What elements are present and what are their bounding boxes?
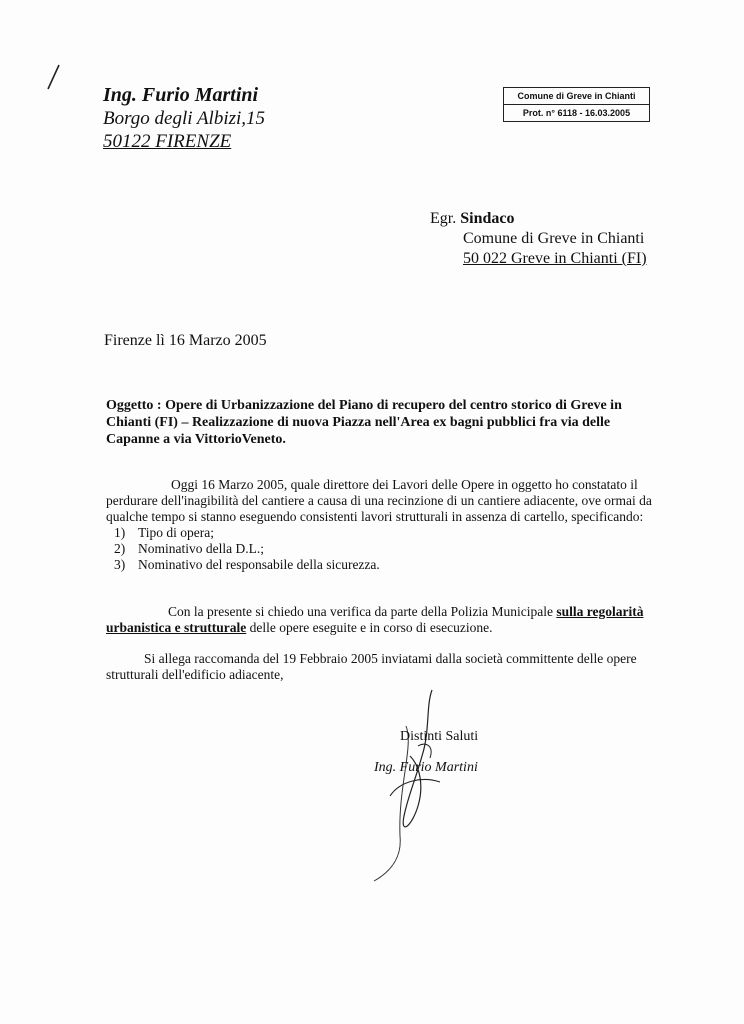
date-line: Firenze lì 16 Marzo 2005 (104, 332, 267, 349)
stamp-protocol: Prot. n° 6118 - 16.03.2005 (504, 104, 649, 121)
greeting-title: Sindaco (460, 210, 515, 227)
stamp-office: Comune di Greve in Chianti (517, 91, 636, 101)
sender-block (103, 84, 265, 153)
paragraph-3-text: Si allega raccomanda del 19 Febbraio 2005 inviatami dalla società committente delle opere strutturali dell'edificio adiacente, (106, 651, 637, 682)
protocol-stamp (503, 87, 650, 122)
greeting-prefix: Egr. (430, 210, 457, 227)
signature-name: Ing. Furio Martini (374, 760, 478, 775)
closing-salutation: Distinti Saluti (400, 729, 479, 744)
list-item: 2) Nominativo della D.L.; (114, 541, 264, 556)
paragraph-2-end: delle opere eseguite e in corso di esecuzione. (249, 620, 493, 635)
subject-line: Oggetto : Opere di Urbanizzazione del Piano di recupero del centro storico di Greve in Chianti (FI) – Realizzazione di nuova Piazza nell'Area ex bagni pubblici fra via delle Capanne a via VittorioVeneto. (106, 398, 622, 447)
list-item: 3) Nominativo del responsabile della sicurezza. (114, 557, 380, 572)
recipient-org: Comune di Greve in Chianti (463, 230, 645, 247)
recipient-block (430, 209, 647, 269)
sender-street: Borgo degli Albizi,15 (103, 108, 266, 129)
paragraph-1: Oggi 16 Marzo 2005, quale direttore dei Lavori delle Opere in oggetto ho constatato il perdurare dell'inagibilità del cantiere a causa di una recinzione di un cantiere adiacente, ove ormai da qualche tempo si stanno eseguendo consistenti lavori strutturali in assenza di cartello, specificando: (106, 477, 652, 524)
sender-name: Ing. Furio Martini (103, 84, 259, 106)
paragraph-2-start: Con la presente si chiedo una verifica da parte della Polizia Municipale (168, 604, 553, 619)
recipient-greeting (430, 209, 647, 229)
specification-list (114, 525, 666, 573)
pen-mark (44, 63, 64, 93)
list-item: 1) Tipo di opera; (114, 525, 215, 540)
paragraph-3 (106, 651, 666, 683)
paragraph-2 (106, 604, 666, 636)
body-block (106, 477, 666, 573)
recipient-address: 50 022 Greve in Chianti (FI) (463, 250, 647, 267)
paragraph-2-emphasis: sulla regolarità urbanistica e strutturale (106, 604, 644, 635)
handwritten-signature (360, 686, 470, 886)
sender-city: 50122 FIRENZE (103, 131, 232, 152)
